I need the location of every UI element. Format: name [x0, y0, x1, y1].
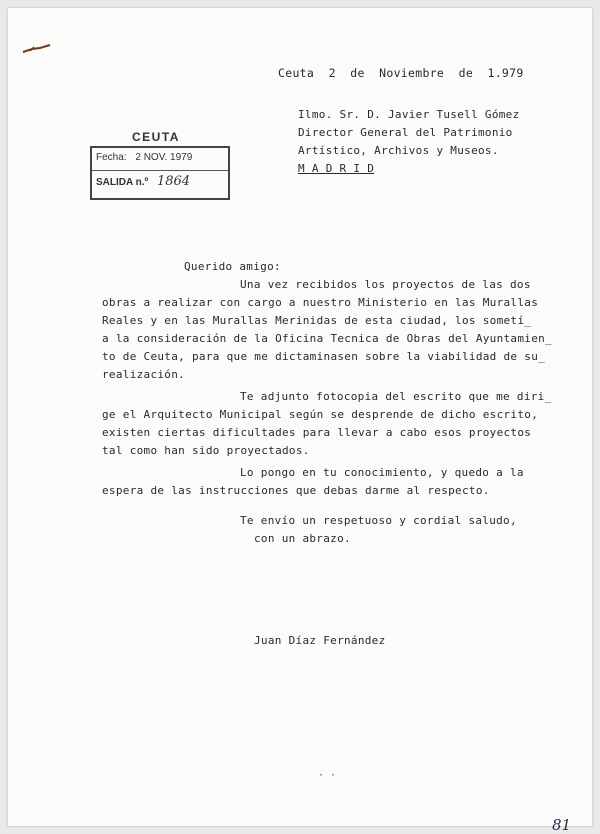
stamp-salida-value: 1864 [156, 174, 191, 189]
stamp-divider [92, 170, 228, 171]
body-line: tal como han sido proyectados. [102, 444, 310, 457]
stamp-salida-row [96, 174, 190, 189]
closing-line: Te envío un respetuoso y cordial saludo, [240, 514, 517, 527]
registry-stamp [90, 128, 230, 200]
greeting: Querido amigo: [184, 260, 281, 273]
body-line: Lo pongo en tu conocimiento, y quedo a la [240, 466, 524, 479]
recipient-city: M A D R I D [298, 162, 375, 175]
signature: Juan Díaz Fernández [254, 634, 386, 647]
stamp-fecha-value: 2 NOV. 1979 [135, 152, 193, 163]
body-line: a la consideración de la Oficina Tecnica de Obras del Ayuntamien_ [102, 332, 552, 345]
body-line: espera de las instrucciones que debas darme al respecto. [102, 484, 490, 497]
body-line: obras a realizar con cargo a nuestro Ministerio en las Murallas [102, 296, 539, 309]
stamp-salida-label: SALIDA n.º [96, 177, 149, 188]
scan-specks: · · [318, 770, 337, 781]
body-line: to de Ceuta, para que me dictaminasen sobre la viabilidad de su_ [102, 350, 546, 363]
recipient-line-2: Director General del Patrimonio [298, 126, 513, 139]
body-line: Reales y en las Murallas Merinidas de esta ciudad, los sometí_ [102, 314, 532, 327]
stamp-title: CEUTA [132, 130, 180, 144]
body-line: ge el Arquitecto Municipal según se desprende de dicho escrito, [102, 408, 539, 421]
ink-mark [22, 44, 52, 54]
body-line: existen ciertas dificultades para llevar a cabo esos proyectos [102, 426, 532, 439]
body-line: Una vez recibidos los proyectos de las dos [240, 278, 531, 291]
closing-line: con un abrazo. [254, 532, 351, 545]
recipient-line-1: Ilmo. Sr. D. Javier Tusell Gómez [298, 108, 520, 121]
stamp-box [90, 146, 230, 200]
body-line: Te adjunto fotocopia del escrito que me diri_ [240, 390, 552, 403]
stamp-fecha-label: Fecha: [96, 152, 127, 163]
document-page [8, 8, 592, 834]
recipient-line-3: Artístico, Archivos y Museos. [298, 144, 499, 157]
stamp-fecha-row [96, 152, 192, 163]
page-number: 81 [552, 816, 572, 834]
body-line: realización. [102, 368, 186, 381]
date-line: Ceuta 2 de Noviembre de 1.979 [278, 66, 524, 80]
